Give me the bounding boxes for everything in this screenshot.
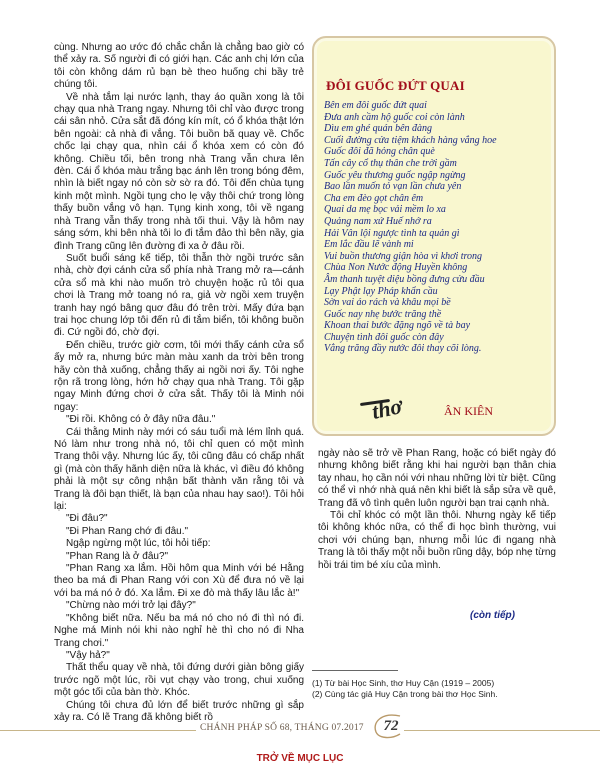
poem-line: Khoan thai bước đặng ngõ về tà bay [324, 320, 471, 332]
poem-line: Bao lần muốn tỏ vạn lần chưa yên [324, 181, 462, 193]
footnotes [312, 678, 562, 700]
story-paragraph: Chúng tôi chưa đủ lớn để biết trước những gì sắp xảy ra. Có lẽ Trang đã không biết rồ [54, 699, 304, 723]
footer-rule-left [0, 730, 196, 731]
poem-line: Guốc yêu thương guốc ngập ngừng [324, 169, 466, 181]
story-paragraph: "Phan Rang xa lắm. Hồi hôm qua Minh với bé Hằng theo ba má đi Phan Rang với con Xù để đưa nó về lại với ba má nó ở đó. Xa lắm. Đi xe đò mà thấy lâu lắc à!" [54, 563, 304, 599]
poem-line: Cuối đường cửa tiệm khách hàng vắng hoe [324, 134, 497, 146]
page-number: 72 [383, 718, 399, 734]
story-paragraph: Cái thằng Minh này mới có sáu tuổi mà lém lỉnh quá. Nó làm như trong nhà nó, tôi chỉ quen có một mình Trang thôi vậy. Nhưng lúc ấy, tôi cũng đâu có chấp nhất gì (mà còn thấy hãnh diện nữa là khác, vì điều đó không phải là một sự công nhận bất thành văn rằng tôi và Trang là đôi bạn thiết, là bạn của nhau hay sao!). Tôi hỏi lại: [54, 426, 304, 513]
poem-line: Quai da mẹ bọc vải mềm lo xa [324, 204, 446, 216]
story-paragraph: "Đi Phan Rang chớ đi đâu." [66, 525, 189, 537]
poem-line: Tấn cây cổ thụ thân che trời gầm [324, 157, 457, 169]
story-paragraph: "Vậy hả?" [66, 649, 110, 661]
story-paragraph: "Phan Rang là ở đâu?" [66, 550, 169, 562]
to-be-continued: (còn tiếp) [470, 610, 515, 621]
poem-line: Chùa Non Nước động Huyền không [324, 262, 468, 274]
story-paragraph: "Không biết nữa. Nếu ba má nó cho nó đi thì nó đi. Nghe má Minh nói khi nào nghỉ hè thì cho nó đi Nha Trang chơi." [54, 612, 304, 649]
story-paragraph: Thất thểu quay về nhà, tôi đứng dưới giàn bông giấy trước ngõ một lúc, rồi vụt chạy vào trong, chui xuống một góc tối của bàn thờ. Khóc. [54, 662, 304, 699]
poem-line: Hải Vân lội ngược tình ta quản gì [324, 227, 460, 239]
poem-line: Đưa anh cầm hộ guốc coi còn lành [324, 111, 465, 123]
poem-signature: thơ [369, 393, 405, 424]
footer-rule-right [404, 730, 600, 731]
story-paragraph: Tôi chỉ khóc có một lần thôi. Nhưng ngày kế tiếp tôi không khóc nữa, có thể đi học bình thường, vui chơi với chúng bạn, nhưng mỗi lúc đi ngang nhà Trang là tôi thấy một nỗi buồn rũng dậy, bóp nhẹ từng hồi trái tim bé xíu của mình. [318, 510, 556, 571]
poem-line: Lạy Phật lạy Pháp khẩn cầu [324, 285, 438, 297]
story-paragraph: "Đi rồi. Không có ở đây nữa đâu." [66, 414, 216, 426]
story-paragraph: cùng. Nhưng ao ước đó chắc chắn là chẳng bao giờ có thể xảy ra. Số người đi có giới hạn. Các anh chị lớn của tôi còn không dám rủ bạn bè theo huống chi bầy trẻ chúng tôi. [54, 42, 304, 91]
story-column-right [318, 448, 556, 572]
footer-issue: CHÁNH PHÁP SỐ 68, THÁNG 07.2017 [200, 723, 364, 733]
footnote: (2) Cùng tác giả Huy Cận trong bài thơ Học Sinh. [312, 689, 498, 699]
poem-line: Em lắc đầu lẽ vành mi [324, 239, 414, 251]
story-paragraph: ngày nào sẽ trở về Phan Rang, hoặc có biết ngày đó nhưng không biết rằng khi hai người bạn thân chia tay nhau, họ cần nói với nhau những lời từ biệt. Cũng có thể vì nhớ nhà quá nên khi biết là sắp sửa về quê, Trang đã vô tình quên luôn người bạn trai cạnh nhà. [318, 448, 556, 509]
footnote: (1) Từ bài Học Sinh, thơ Huy Cận (1919 – 2005) [312, 678, 495, 688]
story-paragraph: Ngập ngừng một lúc, tôi hỏi tiếp: [66, 538, 211, 550]
poem-line: Guốc nay nhẹ bước trăng thề [324, 308, 442, 320]
poem-line: Bên em đôi guốc đứt quai [324, 100, 427, 111]
story-column-left [54, 42, 304, 724]
poem-line: Sờn vai áo rách và khâu mọi bề [324, 297, 451, 309]
story-paragraph: Về nhà tắm lại nước lạnh, thay áo quần xong là tôi chạy qua nhà Trang ngay. Nhưng tôi chỉ vào được trong cái sân nhỏ. Cửa sắt đã đóng kín mít, có ổ khóa thật lớn bên ngoài: cả nhà đi vắng. Tôi buồn bã quay về. Chốc chốc lại chạy qua, nhìn cái ổ khóa xem có còn đó không. Chiều tối, bên trong nhà Trang vẫn chưa lên đèn. Cái ổ khóa màu trắng bạc ánh lên trong bóng đêm, nhìn là biết ngay nó còn sờ sờ ra đó. Tôi đến chùa tụng kinh một mình. Ngồi tụng cho lẹ vậy thôi chứ trong lòng thấy buồn vắng vô hạn. Tụng kinh xong, tôi về ngang nhà Trang vẫn thấy trong nhà tối thui. Vậy là hôm nay sáng sớm, khi bên nhà tôi lo đi tắm đảo thì bên nầy, gia đình Trang cũng lên đường đi xa ở đâu rồi. [54, 91, 304, 252]
poem-line: Dìu em ghé quán bên đàng [324, 123, 433, 135]
story-paragraph: Đến chiều, trước giờ cơm, tôi mới thấy cánh cửa sổ ấy mở ra, nhưng bức màn màu xanh da trời bên trong hãy còn thả xuống, chẳng thấy ai ngồi nơi ấy. Tôi nghe rộn rã trong lòng, hớn hở chạy qua nhà Trang. Tôi gặp ngay Minh đứng chơi ở cửa sắt. Thấy tôi là Minh nói ngay: [54, 339, 304, 413]
poem-line: Âm thanh tuyệt diệu bồng đưng cửu đầu [324, 273, 485, 285]
poem-line: Vẳng trăng đầy nước đôi thay cõi lòng. [324, 343, 482, 355]
story-paragraph: "Chừng nào mới trở lại đây?" [66, 600, 196, 612]
poem-line: Vui buồn thương giận hòa vì khơi trong [324, 250, 483, 262]
poem-box [312, 36, 556, 436]
poem-line: Cha em đèo gọt chân êm [324, 192, 424, 204]
poem-lines [324, 100, 552, 355]
poem-title: ĐÔI GUỐC ĐỨT QUAI [326, 78, 465, 93]
story-paragraph: Suốt buổi sáng kế tiếp, tôi thẫn thờ ngồi trước sân nhà, chờ đợi cánh cửa sổ phía nhà Trang mở ra—cánh cửa sổ mà khi nào muốn trò chuyện hoặc rủ tôi qua chơi là Trang mở toang nó ra, giả vờ ngồi xem truyện tranh hay ngó bâng quơ đâu đó trên trời. Mấy đứa bạn trai học chung lớp tôi đến rủ đi tắm biển, tôi không buồn đi. Cứ ngồi đó, chờ đợi. [54, 252, 304, 339]
poem-line: Guốc đôi đã hỏng chân què [324, 146, 435, 158]
poem-line: Quảng nam xứ Huế nhớ ra [324, 215, 432, 227]
back-to-contents-link[interactable]: TRỞ VỀ MỤC LỤC [256, 753, 344, 764]
footnote-divider [312, 670, 398, 671]
poem-line: Chuyện tình đôi guốc còn đây [324, 331, 444, 343]
story-paragraph: "Đi đâu?" [66, 513, 108, 525]
poem-author: ÂN KIÊN [444, 404, 493, 418]
